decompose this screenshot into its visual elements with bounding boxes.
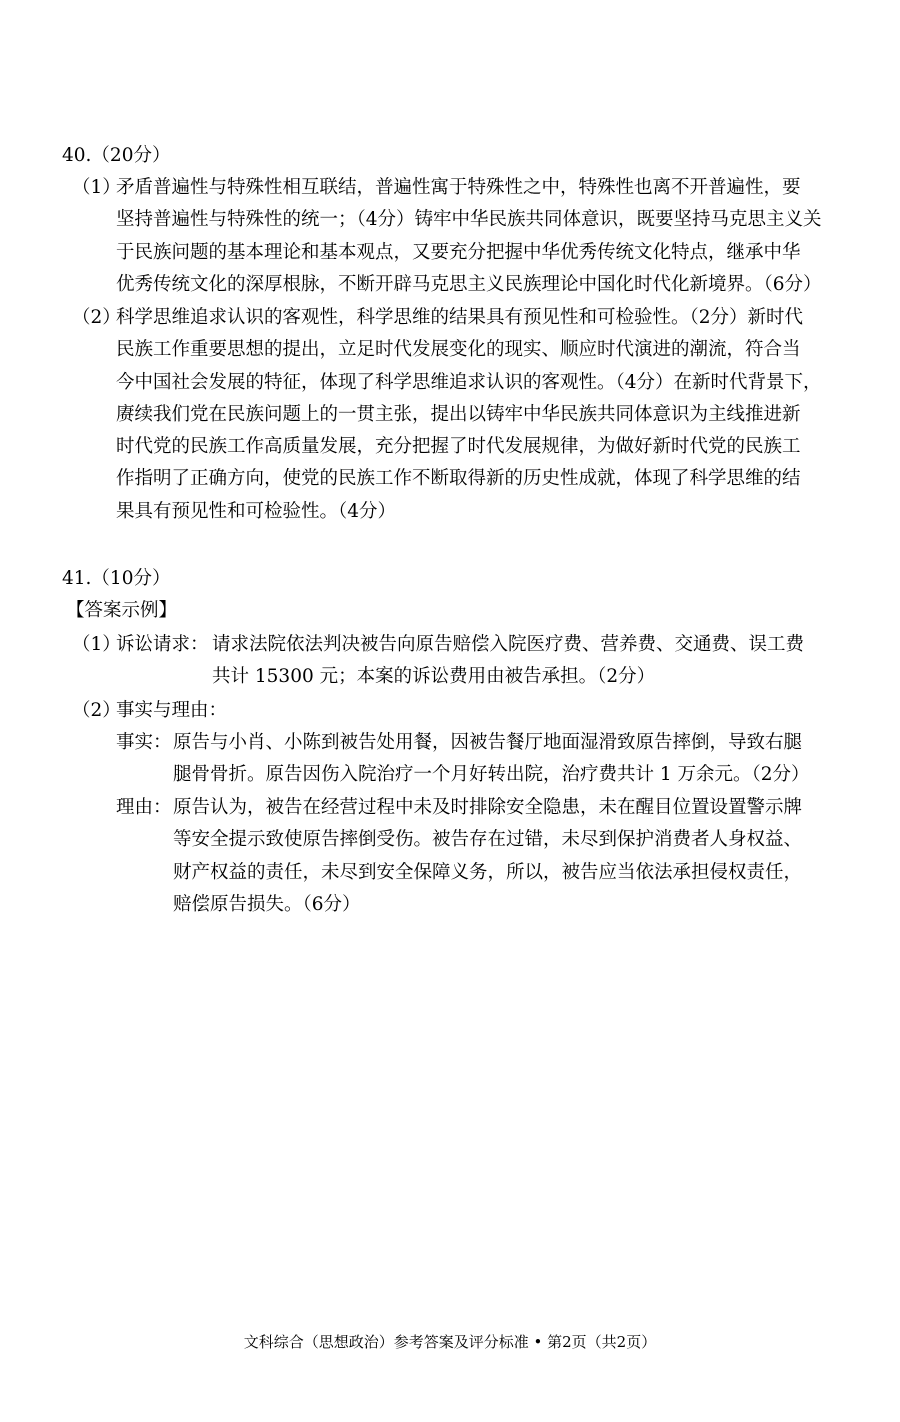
q41-header: 41.（10分） (62, 568, 171, 589)
q40-part2-number: （2） (72, 307, 121, 328)
q40-header: 40.（20分） (62, 145, 171, 166)
q41-part2-number: （2） (72, 700, 121, 721)
q40-part1-text (116, 172, 862, 301)
answer-example-label: 【答案示例】 (66, 600, 178, 621)
q40-part1-number: （1） (72, 177, 121, 198)
text-line: 果具有预见性和可检验性。（4分） (116, 500, 397, 522)
text-line: 共计 15300 元；本案的诉讼费用由被告承担。（2分） (212, 666, 656, 688)
q41-part1-number: （1） (72, 634, 121, 655)
text-line: 矛盾普遍性与特殊性相互联结，普遍性寓于特殊性之中，特殊性也离不开普遍性，要 (116, 177, 801, 198)
q40-part2-text (116, 302, 862, 528)
facts-block (116, 727, 862, 792)
text-line: 民族工作重要思想的提出，立足时代发展变化的现实、顺应时代演进的潮流，符合当 (116, 339, 801, 361)
q40-part1 (72, 172, 862, 301)
text-line: 优秀传统文化的深厚根脉，不断开辟马克思主义民族理论中国化时代化新境界。（6分） (116, 273, 822, 295)
text-line: 今中国社会发展的特征，体现了科学思维追求认识的客观性。（4分）在新时代背景下， (116, 371, 822, 393)
reasons-block (116, 792, 862, 921)
reasons-text (173, 792, 862, 921)
text-line: 科学思维追求认识的客观性，科学思维的结果具有预见性和可检验性。（2分）新时代 (116, 307, 804, 328)
facts-reasons-label: 事实与理由： (116, 700, 228, 721)
claims-label: 诉讼请求： (116, 634, 209, 655)
text-line: 赓续我们党在民族问题上的一贯主张，提出以铸牢中华民族共同体意识为主线推进新 (116, 403, 801, 425)
text-line: 原告认为，被告在经营过程中未及时排除安全隐患，未在醒目位置设置警示牌 (173, 797, 803, 818)
text-line: 赔偿原告损失。（6分） (173, 893, 361, 915)
page-footer: 文科综合（思想政治）参考答案及评分标准 • 第2页（共2页） (243, 1333, 657, 1351)
q40-part2 (72, 302, 862, 528)
facts-label: 事实： (116, 732, 172, 753)
reasons-label: 理由： (116, 797, 172, 818)
text-line: 于民族问题的基本理论和基本观点，又要充分把握中华优秀传统文化特点，继承中华 (116, 241, 801, 263)
text-line: 坚持普遍性与特殊性的统一；（4分）铸牢中华民族共同体意识，既要坚持马克思主义关 (116, 209, 822, 231)
q41-part1 (72, 629, 862, 694)
facts-text (173, 727, 862, 792)
text-line: 腿骨骨折。原告因伤入院治疗一个月好转出院，治疗费共计 1 万余元。（2分） (173, 764, 810, 786)
claims-text (212, 629, 862, 694)
text-line: 作指明了正确方向，使党的民族工作不断取得新的历史性成就，体现了科学思维的结 (116, 468, 801, 490)
text-line: 等安全提示致使原告摔倒受伤。被告存在过错，未尽到保护消费者人身权益、 (173, 829, 803, 851)
text-line: 请求法院依法判决被告向原告赔偿入院医疗费、营养费、交通费、误工费 (212, 634, 805, 655)
text-line: 财产权益的责任，未尽到安全保障义务，所以，被告应当依法承担侵权责任， (173, 861, 803, 883)
text-line: 时代党的民族工作高质量发展，充分把握了时代发展规律，为做好新时代党的民族工 (116, 436, 801, 458)
text-line: 原告与小肖、小陈到被告处用餐，因被告餐厅地面湿滑致原告摔倒，导致右腿 (173, 732, 803, 753)
